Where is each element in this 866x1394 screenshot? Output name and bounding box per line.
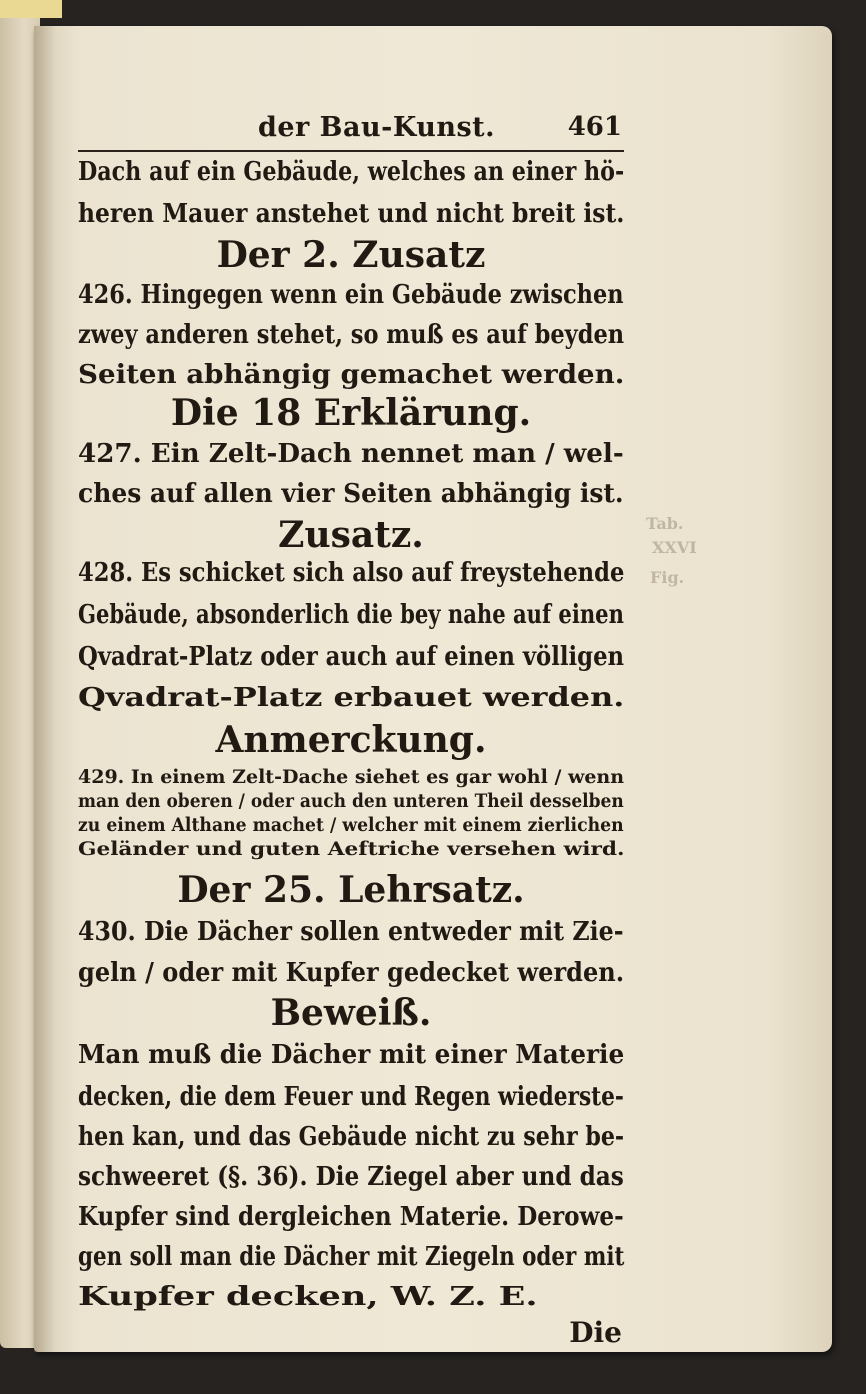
- text-line: 426. Hingegen wenn ein Gebäude zwischen: [78, 280, 624, 310]
- margin-bleed-number: XXVI: [652, 538, 697, 557]
- section-heading: Beweiß.: [270, 992, 432, 1034]
- text-line: Seiten abhängig gemachet werden.: [78, 360, 625, 390]
- text-line: geln / oder mit Kupfer gedecket werden.: [78, 958, 625, 988]
- catchword: Die: [569, 1316, 622, 1349]
- text-line: schweeret (§. 36). Die Ziegel aber und das: [78, 1162, 624, 1192]
- note-line: 429. In einem Zelt-Dache siehet es gar wohl / wenn: [78, 766, 625, 788]
- running-head: [78, 110, 624, 152]
- book-edge: [0, 0, 62, 18]
- text-line: Gebäude, absonderlich die bey nahe auf einen: [78, 600, 624, 630]
- section-heading: Der 2. Zusatz: [216, 234, 486, 276]
- running-head-title: der Bau-Kunst.: [258, 112, 496, 143]
- section-heading: Zusatz.: [278, 514, 424, 556]
- text-line: decken, die dem Feuer und Regen wiederste-: [78, 1082, 624, 1112]
- text-line: Kupfer sind dergleichen Materie. Derowe-: [78, 1202, 624, 1232]
- note-line: Geländer und guten Aeftriche versehen wird.: [78, 838, 625, 860]
- text-line: 428. Es schicket sich also auf freystehende: [78, 558, 625, 588]
- text-line: Dach auf ein Gebäude, welches an einer hö-: [78, 157, 625, 187]
- text-line: ches auf allen vier Seiten abhängig ist.: [78, 479, 624, 509]
- text-line: zwey anderen stehet, so muß es auf beyden: [78, 320, 625, 350]
- text-line: Qvadrat-Platz erbauet werden.: [78, 683, 625, 713]
- book-page: [34, 26, 832, 1352]
- note-line: zu einem Althane machet / welcher mit einem zierlichen: [78, 814, 624, 836]
- section-heading: Der 25. Lehrsatz.: [177, 869, 525, 911]
- page-gutter: [34, 26, 56, 1352]
- section-heading: Die 18 Erklärung.: [170, 392, 532, 434]
- text-line: hen kan, und das Gebäude nicht zu sehr be-: [78, 1122, 625, 1152]
- text-line: heren Mauer anstehet und nicht breit ist.: [78, 199, 625, 229]
- text-line: 430. Die Dächer sollen entweder mit Zie-: [78, 917, 624, 947]
- note-line: man den oberen / oder auch den unteren Theil desselben: [78, 790, 624, 812]
- text-line: 427. Ein Zelt-Dach nennet man / wel-: [78, 439, 624, 469]
- text-line: gen soll man die Dächer mit Ziegeln oder mit: [78, 1242, 625, 1272]
- margin-bleed-tab: Tab.: [646, 514, 684, 533]
- section-heading: Anmerckung.: [215, 719, 487, 761]
- page-number: 461: [567, 112, 622, 142]
- text-line: Qvadrat-Platz oder auch auf einen völligen: [78, 642, 625, 672]
- margin-bleed-fig: Fig.: [650, 568, 685, 587]
- text-line: Kupfer decken, W. Z. E.: [78, 1282, 538, 1312]
- text-line: Man muß die Dächer mit einer Materie: [78, 1040, 625, 1070]
